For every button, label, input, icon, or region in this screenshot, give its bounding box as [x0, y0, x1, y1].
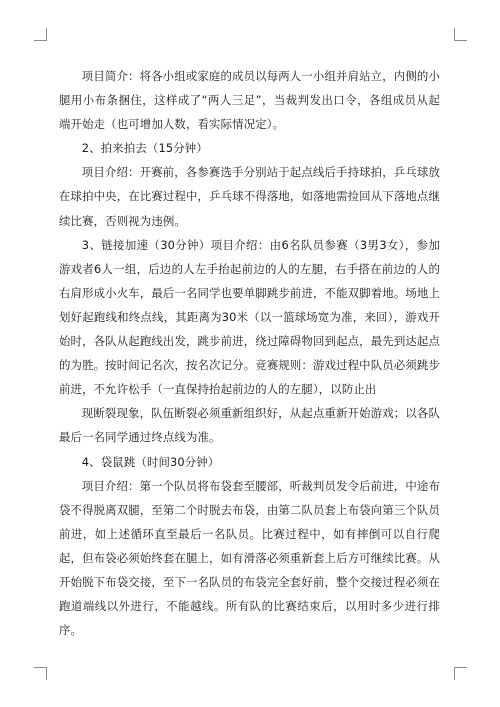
section-heading-paddle: 2、拍来拍去（15分钟）	[81, 141, 208, 156]
crop-mark-top-left	[34, 28, 47, 41]
paragraph-linked-speed-continued: 现断裂现象，队伍断裂必须重新组织好，从起点重新开始游戏；以各队最后一名同学通过终点线为准。	[59, 406, 440, 445]
section-heading-kangaroo: 4、袋鼠跳（时间30分钟）	[81, 454, 220, 469]
crop-mark-bottom-right	[454, 667, 467, 680]
paragraph-linked-speed: 3、链接加速（30分钟）项目介绍：由6名队员参赛（3男3女），参加游戏者6人一组，后边的人左手抬起前边的人的左腿，右手搭在前边的人的右肩形成小火车，最后一名同学也要单脚跳步前进，不能双脚着地。场地上划好起跑线和终点线，其距离为30米（以一篮球场宽为准，来回），游戏开始时，各队从起跑线出发，跳步前进，绕过障碍物回到起点，最先到达起点的为胜。按时间记名次，按名次记分。竞赛规则：游戏过程中队员必须跳步前进，不允许松手（一直保持抬起前边的人的左腿），以防止出	[59, 237, 440, 397]
paragraph-kangaroo-rules: 项目介绍：第一个队员将布袋套至腰部，听裁判员发令后前进，中途布袋不得脱离双腿，至第二个时脱去布袋，由第二队员套上布袋向第三个队员前进，如上述循环直至最后一名队员。比赛过程中，如有摔倒可以自行爬起，但布袋必须始终套在腿上，如有滑落必须重新套上后方可继续比赛。从开始脱下布袋交接，至下一名队员的布袋完全套好前，整个交接过程必须在跑道端线以外进行，不能越线。所有队的比赛结束后，以用时多少进行排序。	[59, 478, 440, 638]
crop-mark-top-right	[454, 28, 467, 41]
paragraph-paddle-rules: 项目介绍：开赛前，各参赛选手分别站于起点线后手持球拍，乒乓球放在球拍中央，在比赛过程中，乒乓球不得落地，如落地需捡回从下落地点继续比赛，否则视为违例。	[59, 165, 440, 228]
document-body	[59, 64, 440, 642]
crop-mark-bottom-left	[34, 667, 47, 680]
paragraph-three-legged-intro: 项目简介：将各小组或家庭的成员以每两人一小组并肩站立，内侧的小腿用小布条捆住，这样成了“两人三足”，当裁判发出口令，各组成员从起端开始走（也可增加人数，看实际情况定）。	[59, 69, 440, 132]
